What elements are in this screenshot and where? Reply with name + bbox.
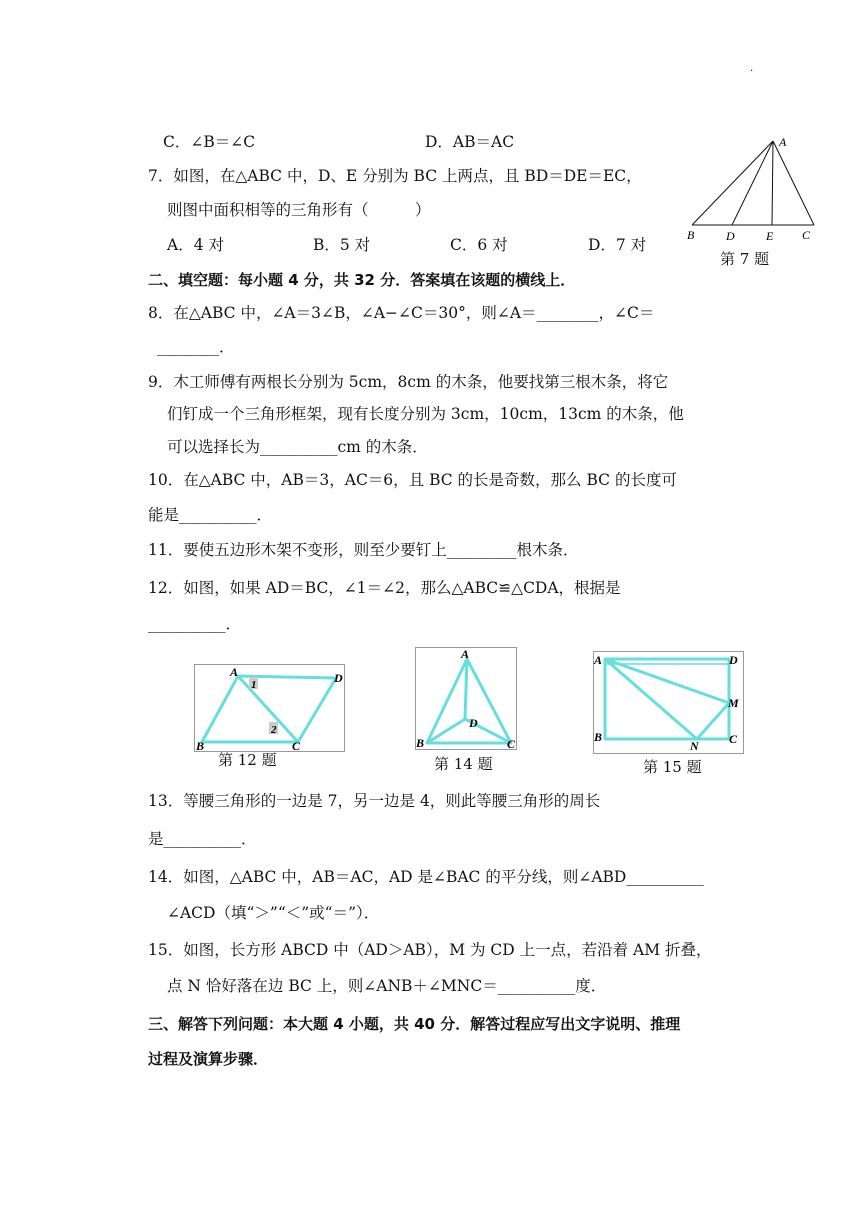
q7-option-c: C．6 对	[450, 236, 508, 254]
q8-line2: ________．	[157, 338, 235, 356]
section-3-heading-line2: 过程及演算步骤．	[148, 1050, 269, 1068]
figure-7-triangle	[684, 133, 824, 245]
fig14-label-c: C	[507, 737, 516, 751]
fig15-caption: 第 15 题	[643, 758, 702, 776]
section-2-heading: 二、填空题：每小题 4 分，共 32 分．答案填在该题的横线上．	[148, 271, 576, 289]
q6-option-c: C．∠B＝∠C	[163, 133, 256, 151]
fig14-label-a: A	[461, 647, 470, 661]
fig15-label-c: C	[729, 732, 738, 746]
figure-12-parallelogram	[194, 664, 346, 754]
fig15-label-d: D	[729, 653, 738, 667]
fig14-label-d: D	[469, 716, 478, 730]
q12-line1: 12．如图，如果 AD＝BC，∠1＝∠2，那么△ABC≌△CDA，根据是	[148, 579, 621, 597]
q13-line2: 是__________．	[148, 830, 257, 848]
q15-line1: 15．如图，长方形 ABCD 中（AD＞AB），M 为 CD 上一点，若沿着 AM 折叠，	[148, 941, 712, 959]
q8-line1: 8．在△ABC 中，∠A＝3∠B，∠A−∠C＝30°，则∠A＝________，∠C＝	[148, 304, 655, 322]
fig12-label-a: A	[230, 665, 239, 679]
q13-line1: 13．等腰三角形的一边是 7，另一边是 4，则此等腰三角形的周长	[148, 792, 601, 810]
q10-line2: 能是__________．	[148, 506, 273, 524]
q14-line2: ∠ACD（填“＞”“＜”或“＝”）．	[167, 904, 380, 922]
fig15-label-b: B	[594, 730, 603, 744]
fig7-caption: 第 7 题	[720, 250, 770, 268]
fig12-label-1: 1	[251, 679, 257, 691]
fig12-caption: 第 12 题	[218, 751, 277, 769]
q7-option-b: B．5 对	[313, 236, 371, 254]
fig12-label-d: D	[334, 671, 343, 685]
fig14-caption: 第 14 题	[434, 755, 493, 773]
fig7-label-c: C	[802, 228, 811, 242]
q7-option-d: D．7 对	[588, 236, 647, 254]
fig15-label-a: A	[594, 653, 603, 667]
fig12-label-2: 2	[271, 724, 277, 736]
fig15-label-m: M	[728, 696, 739, 710]
q7-stem-line1: 7．如图，在△ABC 中，D、E 分别为 BC 上两点，且 BD＝DE＝EC，	[148, 167, 642, 185]
q9-line3: 可以选择长为__________cm 的木条．	[167, 438, 428, 456]
fig15-label-n: N	[690, 739, 699, 753]
q7-option-a: A．4 对	[167, 236, 224, 254]
fig12-label-c: C	[292, 739, 301, 753]
q9-line1: 9．木工师傅有两根长分别为 5cm，8cm 的木条，他要找第三根木条，将它	[148, 373, 669, 391]
q12-line2: __________．	[148, 615, 242, 633]
figure-14-triangle	[415, 647, 518, 751]
figure-15-rectangle-fold	[593, 651, 745, 755]
q14-line1: 14．如图，△ABC 中，AB＝AC，AD 是∠BAC 的平分线，则∠ABD__________	[148, 868, 704, 886]
fig7-label-d: D	[726, 229, 735, 243]
fig7-label-e: E	[766, 229, 774, 243]
header-mark: ·	[750, 66, 754, 77]
section-3-heading-line1: 三、解答下列问题：本大题 4 小题，共 40 分．解答过程应写出文字说明、推理	[148, 1015, 681, 1033]
q11-line: 11．要使五边形木架不变形，则至少要钉上_________根木条．	[148, 541, 579, 559]
fig12-label-b: B	[196, 739, 205, 753]
q7-stem-line2: 则图中面积相等的三角形有（ ）	[167, 201, 431, 219]
q15-line2: 点 N 恰好落在边 BC 上，则∠ANB＋∠MNC＝__________度．	[167, 977, 607, 995]
q10-line1: 10．在△ABC 中，AB＝3，AC＝6，且 BC 的长是奇数，那么 BC 的长度可	[148, 471, 677, 489]
fig14-label-b: B	[416, 736, 425, 750]
fig7-label-a: A	[779, 135, 787, 149]
q9-line2: 们钉成一个三角形框架，现有长度分别为 3cm，10cm，13cm 的木条，他	[167, 405, 684, 423]
q6-option-d: D．AB＝AC	[425, 133, 515, 151]
fig7-label-b: B	[687, 228, 695, 242]
